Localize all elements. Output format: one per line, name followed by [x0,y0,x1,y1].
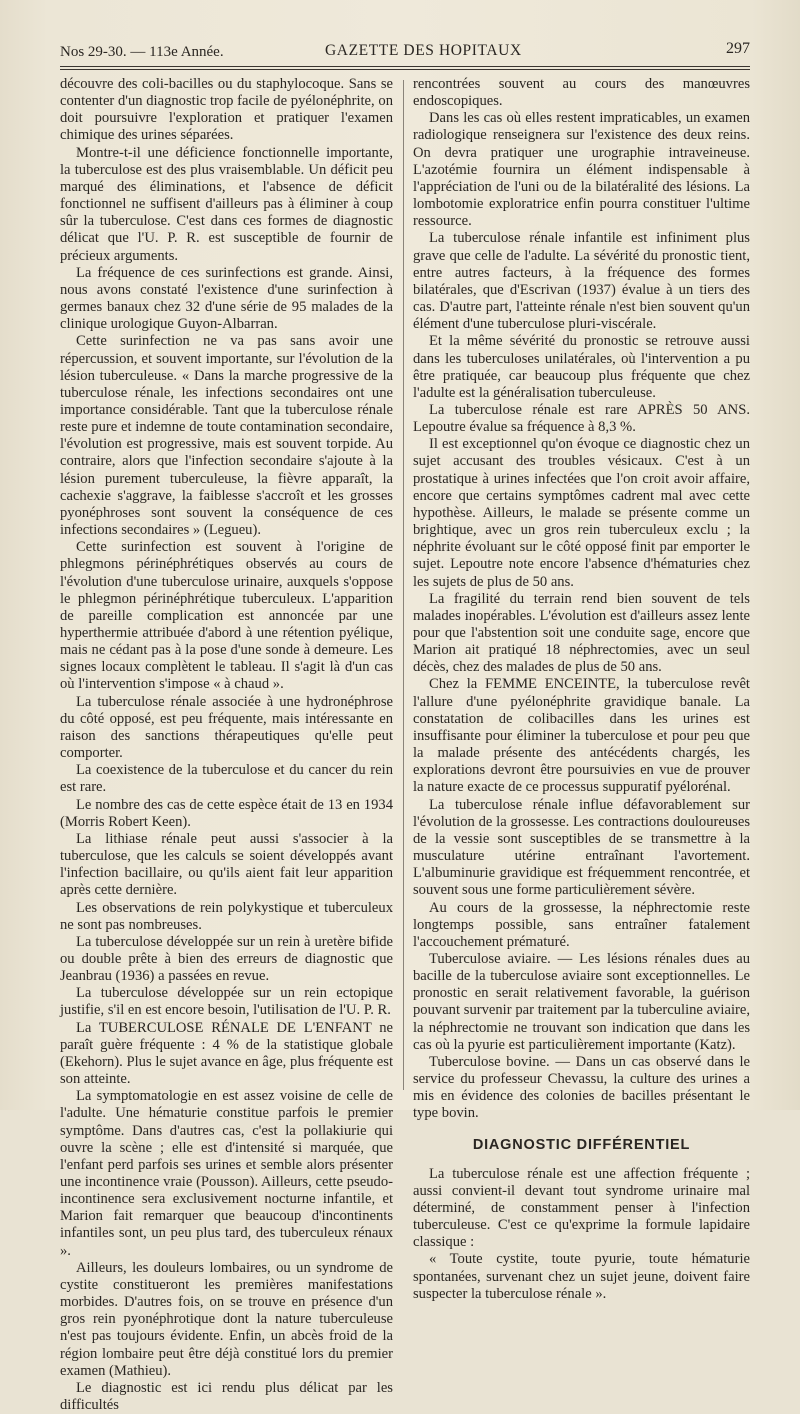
paragraph: Le nombre des cas de cette espèce était de 13 en 1934 (Morris Robert Keen). [60,796,393,830]
paragraph: La fragilité du terrain rend bien souvent de tels malades inopérables. L'évolution est d'ailleurs assez lente pour que l'abstention soit une conduite sage, encore que Marion ait pratiqué 18 néphrectomies, avec un seul décès, chez des malades de plus de 50 ans. [413,590,750,676]
paragraph: Tuberculose bovine. — Dans un cas observé dans le service du professeur Chevassu, la culture des urines a mis en évidence des colonies de bacilles présentant le type bovin. [413,1053,750,1122]
paragraph: « Toute cystite, toute pyurie, toute hématurie spontanées, survenant chez un sujet jeune, doivent faire suspecter la tuberculose rénale ». [413,1251,750,1302]
paragraph: rencontrées souvent au cours des manœuvres endoscopiques. [413,76,750,110]
paragraph: La symptomatologie en est assez voisine de celle de l'adulte. Une hématurie constitue parfois le premier symptôme. Dans d'autres cas, c'est la pollakiurie qui ouvre la scène ; elle est d'intensité si marquée, que l'enfant perd parfois ses urines et semble alors présenter une incontinence vraie (Pousson). Ailleurs, cette pseudo-incontinence sera exclusivement nocturne infantile, et Marion fait remarquer que beaucoup d'incontinents infantiles sont, un peu plus tard, des tuberculeux rénaux ». [60,1088,393,1259]
paragraph: La tuberculose développée sur un rein ectopique justifie, s'il en est encore besoin, l'utilisation de l'U. P. R. [60,985,393,1019]
paragraph: Cette surinfection est souvent à l'origine de phlegmons périnéphrétiques observés au cours de l'évolution d'une tuberculose urinaire, auxquels s'oppose le phlegmon périnéphrétique tuberculeux. L'apparition de pareille complication est annoncée par une hyperthermie attribuée d'abord à une rétention pyélique, mais ne cédant pas à la pose d'une sonde à demeure. Les signes locaux complètent le tableau. Il s'agit là d'un cas où l'intervention s'impose « à chaud ». [60,539,393,693]
journal-title: GAZETTE DES HOPITAUX [325,42,522,59]
page-header [60,38,750,64]
paragraph: La TUBERCULOSE RÉNALE DE L'ENFANT ne paraît guère fréquente : 4 % de la statistique globale (Ekehorn). Plus le sujet avance en âge, plus fréquente est son atteinte. [60,1019,393,1088]
paragraph: La tuberculose rénale est rare APRÈS 50 ANS. Lepoutre évalue sa fréquence à 8,3 %. [413,401,750,436]
paragraph: Tuberculose aviaire. — Les lésions rénales dues au bacille de la tuberculose aviaire sont exceptionnelles. Le pronostic en serait relativement favorable, la guérison pouvant survenir par traitement par la tuberculine aviaire, la néphrectomie ne trouvant son indication que dans les cas où la pyurie est particulièrement importante (Katz). [413,950,750,1053]
page-number: 297 [726,40,750,57]
column-divider [403,80,404,1090]
paragraph: La tuberculose rénale infantile est infiniment plus grave que celle de l'adulte. La sévérité du pronostic tient, entre autres facteurs, à la fréquence des formes bilatérales, que d'Escrivan (1937) évalue à un tiers des cas. D'autre part, l'atteinte rénale n'est bien souvent qu'un élément d'une tuberculose pluri-viscérale. [413,230,750,333]
paragraph: La tuberculose rénale influe défavorablement sur l'évolution de la grossesse. Les contractions douloureuses de la vessie sont susceptibles de se transmettre à la musculature utérine entraînant l'avortement. L'albuminurie gravidique est fréquemment rencontrée, et souvent sous une forme particulièrement sévère. [413,796,750,899]
paragraph: Le diagnostic est ici rendu plus délicat par les difficultés [60,1379,393,1414]
section-heading: DIAGNOSTIC DIFFÉRENTIEL [472,1136,691,1153]
left-column [60,76,393,1414]
paragraph: La lithiase rénale peut aussi s'associer à la tuberculose, que les calculs se soient développés avant l'infection bacillaire, ou qu'ils aient fait leur apparition après cette dernière. [60,830,393,899]
paragraph: Ailleurs, les douleurs lombaires, ou un syndrome de cystite constitueront les premières manifestations morbides. D'autres fois, on se trouve en présence d'un gros rein pyonéphrotique dont la nature tuberculeuse n'est pas toujours évidente. Enfin, un abcès froid de la région lombaire peut être déjà constitué lors du premier examen (Mathieu). [60,1259,393,1379]
paragraph: Dans les cas où elles restent impraticables, un examen radiologique renseignera sur l'existence des deux reins. On devra pratiquer une urographie intraveineuse. L'azotémie fournira un élément indispensable à l'appréciation de l'uni ou de la bilatéralité des lésions. La lombotomie exploratrice enfin pourra constituer l'ultime ressource. [413,110,750,230]
paragraph: La tuberculose rénale associée à une hydronéphrose du côté opposé, est peu fréquente, mais intéressante en raison des sanctions thérapeutiques qu'elle peut comporter. [60,693,393,762]
paragraph: La fréquence de ces surinfections est grande. Ainsi, nous avons constaté l'existence d'une surinfection à germes banaux chez 32 d'une série de 95 malades de la clinique urologique Guyon-Albarran. [60,264,393,333]
paragraph: La tuberculose rénale est une affection fréquente ; aussi convient-il devant tout syndrome urinaire mal déterminé, de constamment penser à l'infection tuberculeuse. C'est ce qu'exprime la formule lapidaire classique : [413,1165,750,1251]
paragraph: La coexistence de la tuberculose et du cancer du rein est rare. [60,762,393,796]
issue-number: Nos 29-30. — 113e Année. [60,44,224,60]
paragraph: La tuberculose développée sur un rein à uretère bifide ou double prête à bien des erreurs de diagnostic que Jeanbrau (1936) a passées en revue. [60,933,393,985]
paragraph: découvre des coli-bacilles ou du staphylocoque. Sans se contenter d'un diagnostic trop facile de pyélonéphrite, on doit poursuivre l'exploration et pratiquer l'examen chimique des urines séparées. [60,76,393,144]
paragraph: Les observations de rein polykystique et tuberculeux ne sont pas nombreuses. [60,899,393,933]
header-rule [60,66,750,67]
paragraph: Au cours de la grossesse, la néphrectomie reste longtemps possible, sans entraîner fatalement l'accouchement prématuré. [413,899,750,950]
paragraph: Montre-t-il une déficience fonctionnelle importante, la tuberculose est des plus vraisemblable. Un déficit peu marqué des éliminations, et l'absence de déficit fonctionnel ne suffisent d'ailleurs pas à éliminer à coup sûr la tuberculose. C'est dans ces formes de diagnostic délicat que l'U. P. R. est susceptible de fournir de précieux arguments. [60,144,393,264]
paragraph: Et la même sévérité du pronostic se retrouve aussi dans les tuberculoses unilatérales, où l'intervention a pu être pratiquée, car beaucoup plus fréquente que chez l'adulte est la généralisation tuberculeuse. [413,333,750,401]
paragraph: Chez la FEMME ENCEINTE, la tuberculose revêt l'allure d'une pyélonéphrite gravidique banale. La constatation de colibacilles dans les urines est insuffisante pour éliminer la tuberculose et pour peu que la malade présente des antécédents chargés, les explorations devront être poursuivies en vue de prouver la nature exacte de ce processus suppuratif pyélorénal. [413,676,750,796]
header-rule-double [60,69,750,70]
right-column [413,76,750,1303]
paragraph: Il est exceptionnel qu'on évoque ce diagnostic chez un sujet accusant des troubles vésicaux. C'est à un prostatique à urines infectées que l'on croit avoir affaire, encore que certains symptômes cadrent mal avec cette hypothèse. Ailleurs, le malade se présente comme un brightique, avec un gros rein tuberculeux exclu ; la néphrite évoluant sur le côté opposé finit par emporter le sujet. Lepoutre note encore l'absence d'hématuries chez les sujets de plus de 50 ans. [413,436,750,590]
paragraph: Cette surinfection ne va pas sans avoir une répercussion, et souvent importante, sur l'évolution de la lésion tuberculeuse. « Dans la marche progressive de la tuberculose rénale, les infections secondaires ont une importance considérable. Tant que la tuberculose rénale reste pure et indemne de toute contamination secondaire, l'évolution est progressive, mais est souvent torpide. Au contraire, alors que l'infection secondaire s'ajoute à la lésion purement tuberculeuse, la fièvre apparaît, la cachexie s'aggrave, la faiblesse s'accroît et les grosses pyonéphroses sont souvent la conséquence de ces infections secondaires » (Legueu). [60,333,393,539]
